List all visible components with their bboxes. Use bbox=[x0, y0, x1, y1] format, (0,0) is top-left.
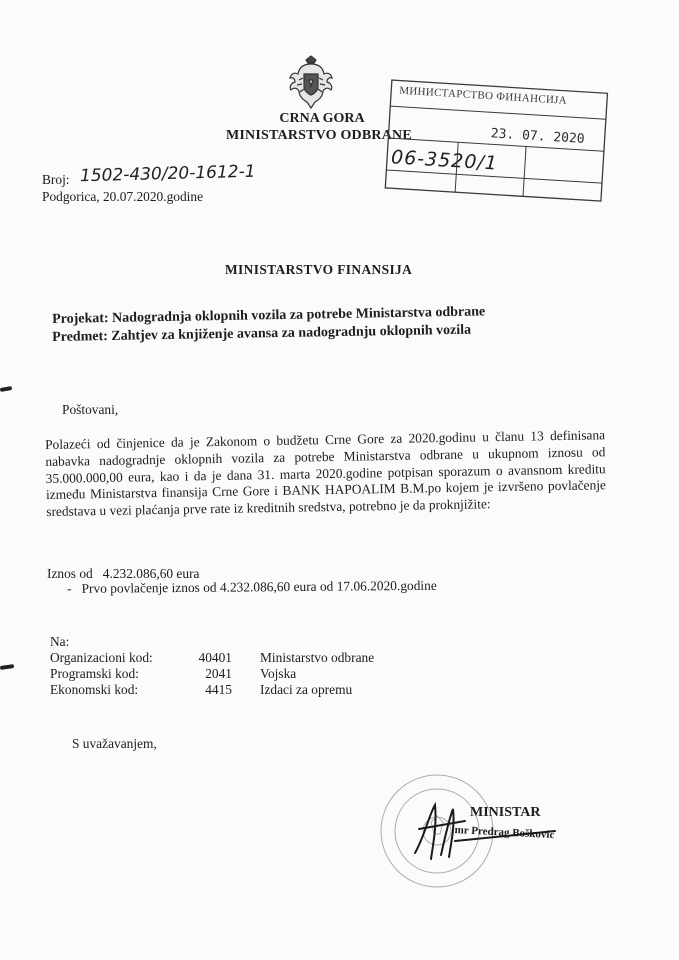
handwritten-signature-icon bbox=[405, 795, 565, 865]
reference-label: Broj: bbox=[42, 172, 70, 187]
code-description: Ministarstvo odbrane bbox=[260, 650, 375, 665]
table-row bbox=[50, 682, 374, 698]
table-row bbox=[50, 650, 374, 666]
minister-name: mr Predrag Bošković bbox=[454, 824, 555, 842]
registry-stamp bbox=[383, 78, 620, 212]
place-date: Podgorica, 20.07.2020.godine bbox=[42, 189, 204, 204]
stamp-number: 06-3520/1 bbox=[390, 146, 499, 175]
code-label: Programski kod: bbox=[50, 666, 139, 681]
code-label: Organizacioni kod: bbox=[50, 650, 153, 665]
code-value: 4415 bbox=[205, 682, 232, 697]
stamp-date: 23. 07. 2020 bbox=[490, 126, 585, 147]
coat-of-arms-emblem bbox=[287, 54, 335, 112]
code-label: Ekonomski kod: bbox=[50, 682, 139, 697]
closing: S uvažavanjem, bbox=[72, 736, 157, 751]
codes-label: Na: bbox=[50, 634, 70, 649]
code-value: 40401 bbox=[198, 650, 232, 665]
body-paragraph bbox=[45, 427, 606, 521]
header-ministry: MINISTARSTVO ODBRANE bbox=[226, 128, 412, 143]
recipient: MINISTARSTVO FINANSIJA bbox=[225, 262, 413, 277]
code-value: 2041 bbox=[205, 666, 232, 681]
body-text: Polazeći od činjenice da je Zakonom o budžetu Crne Gore za 2020.godinu u članu 13 definisana nabavka nadogradnje oklopnih vozila za potrebe Ministarstva odbrane u ukupnom iznosu od 35.000.000,00 eura, kao i da je dana 31. marta 2020.godine potpisan sporazum o avansnom kreditu između Ministarstva finansija Crne Gore i BANK HAPOALIM B.M.po kojem je izvršeno povlačenje sredstava u vezi plaćanja prve rate iz kreditnih sredstva, potrebno je da proknjižite: bbox=[45, 427, 607, 520]
codes-table bbox=[50, 650, 374, 698]
code-description: Vojska bbox=[260, 666, 297, 681]
greeting: Poštovani, bbox=[62, 402, 119, 417]
minister-title: MINISTAR bbox=[470, 805, 541, 820]
subject-line: Predmet: Zahtjev za knjiženje avansa za nadogradnju oklopnih vozila bbox=[52, 322, 472, 345]
stamp-organization: МИНИСТАРСТВО ФИНАНСИЈА bbox=[398, 84, 568, 107]
drawdown-line: - Prvo povlačenje iznos od 4.232.086,60 eura od 17.06.2020.godine bbox=[67, 577, 437, 596]
code-description: Izdaci za opremu bbox=[260, 682, 353, 697]
project-line: Projekat: Nadogradnja oklopnih vozila za potrebe Ministarstva odbrane bbox=[52, 304, 486, 327]
header-country: CRNA GORA bbox=[279, 111, 365, 126]
margin-mark bbox=[0, 386, 12, 392]
margin-mark bbox=[0, 664, 14, 670]
amount-line: Iznos od 4.232.086,60 eura bbox=[47, 566, 200, 581]
reference-number: 1502-430/20-1612-1 bbox=[79, 161, 256, 187]
table-row bbox=[50, 666, 374, 682]
